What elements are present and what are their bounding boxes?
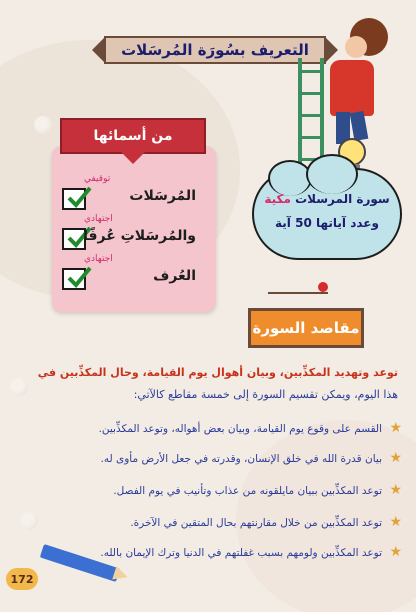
name-label: العُرف — [153, 268, 196, 284]
maqasid-heading: مقاصد السورة — [252, 319, 360, 337]
name-item — [62, 214, 202, 256]
maqasid-point — [6, 420, 402, 442]
cloud-bump — [268, 160, 312, 196]
maqasid-point — [6, 450, 402, 472]
star-icon: ★ — [389, 544, 402, 560]
boy-face — [345, 36, 367, 58]
checkbox-icon — [62, 188, 86, 210]
name-label: والمُرسَلاتِ عُرفًا — [83, 228, 196, 244]
cloud-bump — [306, 154, 358, 194]
star-icon: ★ — [389, 420, 402, 436]
point-text: توعد المكذِّبين ولومهم بسبب غفلتهم في الدنيا وترك الإيمان بالله. — [100, 547, 382, 559]
title-banner — [104, 36, 326, 64]
intro-paragraph — [6, 362, 398, 406]
page-title: التعريف بسُورَة المُرسَلات — [121, 41, 309, 59]
name-tag: اجتهادي — [84, 214, 113, 224]
name-item — [62, 174, 202, 216]
star-icon: ★ — [389, 514, 402, 530]
name-tag: توقيفي — [84, 174, 111, 184]
point-text: القسم على وقوع يوم القيامة، وبيان بعض أهواله، وتوعد المكذِّبين. — [98, 423, 382, 435]
star-icon: ★ — [389, 482, 402, 498]
names-header-text: من أسمائها — [93, 128, 173, 144]
boy-illustration — [330, 60, 374, 116]
decor-dot — [34, 116, 52, 134]
name-label: المُرسَلات — [129, 188, 196, 204]
names-header — [60, 118, 206, 154]
cloud-highlight: مكية — [264, 192, 291, 206]
cloud-line1 — [252, 192, 402, 206]
maqasid-point — [6, 482, 402, 504]
cloud-line1-text: سورة المرسلات — [290, 192, 390, 206]
name-item — [62, 254, 202, 296]
point-text: توعد المكذِّبين من خلال مقارنتهم بحال المتقين في الآخرة. — [130, 517, 382, 529]
checkbox-icon — [62, 268, 86, 290]
cloud-line2: وعدد آياتها 50 آية — [275, 216, 379, 230]
maqasid-point — [6, 514, 402, 536]
star-icon: ★ — [389, 450, 402, 466]
pin-icon — [318, 282, 328, 292]
ladder-illustration — [298, 58, 324, 168]
name-tag: اجتهادي — [84, 254, 113, 264]
intro-line1: توعد وتهديد المكذِّبين، وبيان أهوال يوم القيامة، وحال المكذِّبين في — [37, 366, 398, 379]
page-number: 172 — [6, 568, 38, 590]
intro-line2: هذا اليوم، ويمكن تقسيم السورة إلى خمسة مقاطع كالآتي: — [133, 388, 398, 401]
point-text: توعد المكذِّبين ببيان مايلقونه من عذاب وتأنيب في يوم الفصل. — [113, 485, 382, 497]
maqasid-sign — [248, 308, 364, 348]
point-text: بيان قدرة الله في خلق الإنسان، وقدرته في جعل الأرض مأوى له. — [100, 453, 382, 465]
